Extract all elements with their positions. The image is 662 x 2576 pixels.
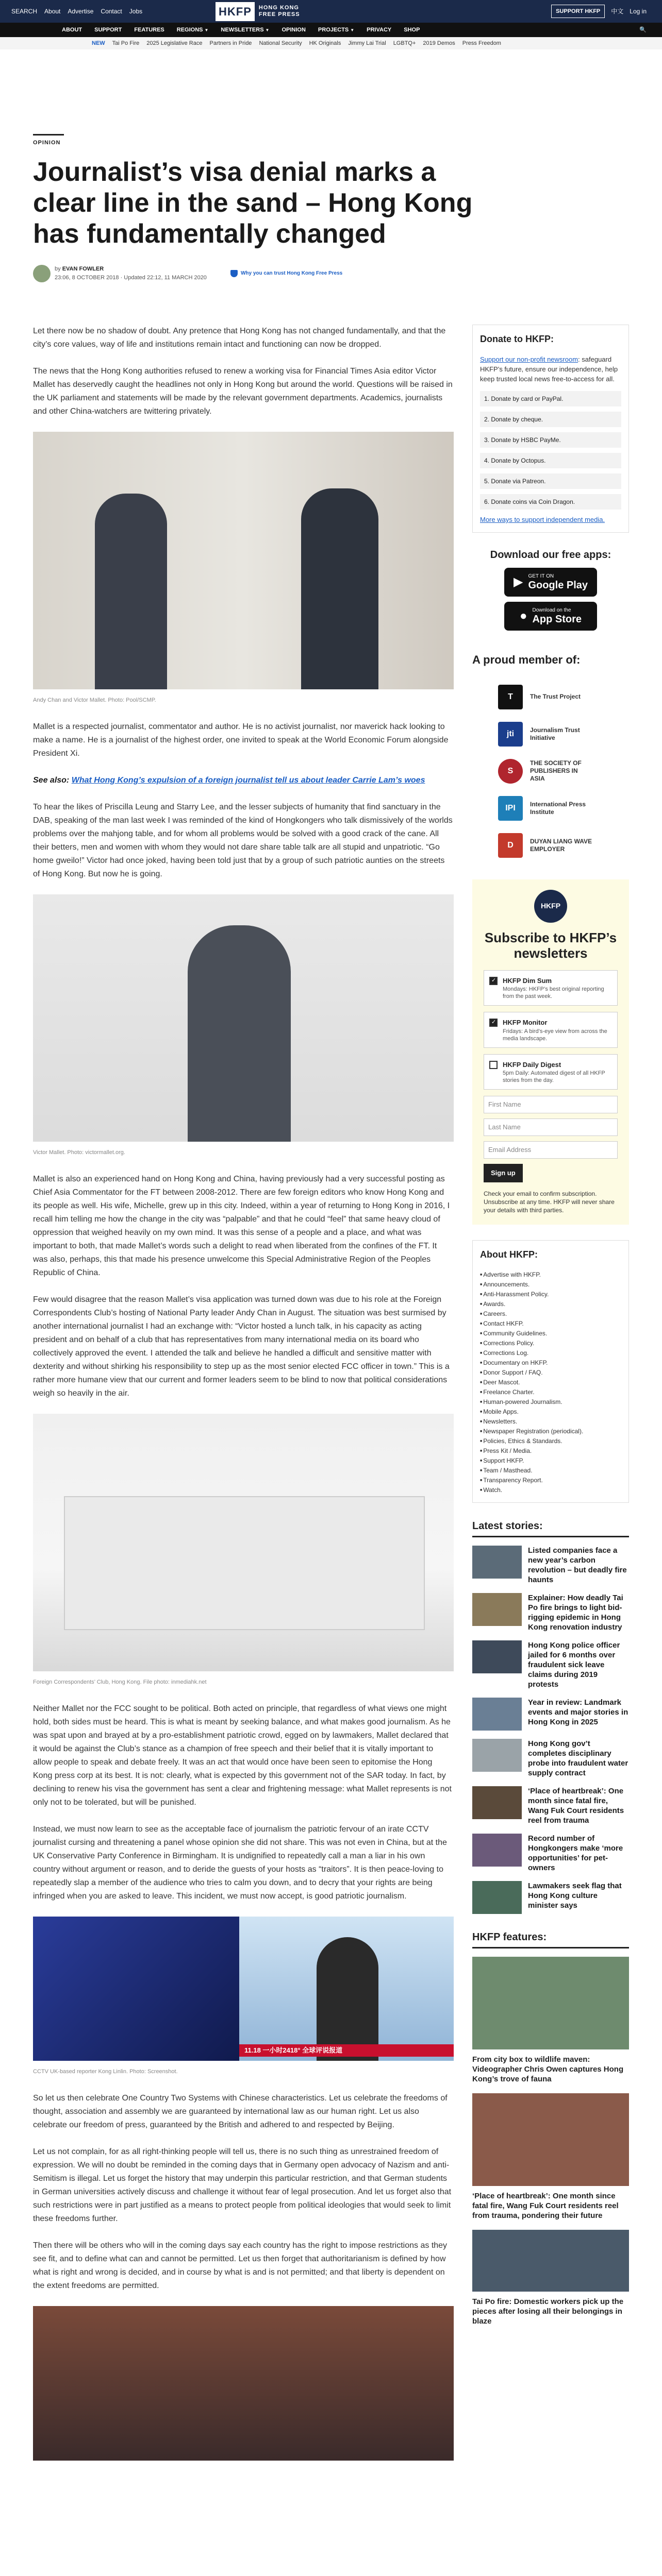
member-name: THE SOCIETY OF PUBLISHERS IN ASIA — [530, 759, 582, 782]
article-image — [33, 1414, 454, 1671]
nav-projects-label: PROJECTS — [318, 26, 349, 33]
story-item[interactable] — [472, 1593, 629, 1632]
advertise-link[interactable]: Advertise — [68, 8, 94, 15]
badge-small: Download on the — [532, 607, 571, 613]
chinese-link[interactable]: 中文 — [611, 8, 624, 15]
option-text — [503, 976, 612, 1001]
trend-item[interactable]: 2019 Demos — [423, 40, 455, 46]
latest-stories — [472, 1518, 629, 1914]
donate-title: Donate to HKFP: — [480, 334, 554, 344]
nav-shop[interactable]: SHOP — [404, 26, 420, 33]
donate-option[interactable]: 4. Donate by Octopus. — [480, 453, 621, 468]
about-link[interactable]: ■ Team / Masthead. — [480, 1466, 621, 1476]
hkfp-logo[interactable] — [216, 3, 300, 20]
video-screenshot — [33, 1917, 454, 2061]
support-hkfp-button[interactable]: SUPPORT HKFP — [551, 5, 605, 19]
feature-title: ‘Place of heartbreak’: One month since fatal fire, Wang Fuk Court residents reel from trauma, pondering their future — [472, 2191, 619, 2220]
paragraph: Instead, we must now learn to see as the acceptable face of journalism the patriotic fervour of an irate CCTV journalist cursing and threatening a panel whose opinion she did not share. This was not even in China, but at the UK Conservative Party Conference in Birmingham. It is undignified to repeatedly call a man a liar in his own country without argument or reason, and to deride the guests of your hosts as “traitors”. It is then peace-loving to repeatedly slap a member of the audience who tries to calm you down, and to decry that your rights are being infringed when you are asked to leave. This incident, we must now accept, is good patriotic journalism. — [33, 1825, 447, 1901]
logo-line-2: FREE PRESS — [258, 11, 300, 18]
top-bar-left — [11, 0, 142, 23]
nav-about[interactable]: ABOUT — [62, 26, 82, 33]
nav-privacy[interactable]: PRIVACY — [367, 26, 392, 33]
badge-text — [528, 573, 588, 591]
paragraph: The news that the Hong Kong authorities refused to renew a working visa for Financial Times Asia editor Victor Mallet has deservedly caught the headlines not only in Hong Kong but around the world. Questions will be raised in the UK parliament and statements will be made by the relevant government departments. Academics, journalists and other China-watchers are twittering privately. — [33, 367, 453, 416]
contact-link[interactable]: Contact — [101, 8, 122, 15]
feature-image — [472, 2093, 629, 2186]
about-link[interactable]: ■ Corrections Log. — [480, 1348, 621, 1358]
building-shape — [64, 1496, 425, 1630]
new-badge: NEW — [92, 40, 105, 46]
story-title: Explainer: How deadly Tai Po fire brings to light bid-rigging epidemic in Hong Kong renovation industry — [528, 1593, 623, 1632]
main-nav — [0, 23, 662, 37]
newsletter-option[interactable] — [484, 970, 618, 1006]
reporter-panel — [239, 1917, 454, 2061]
member-logo[interactable] — [472, 790, 629, 827]
trend-item[interactable]: Press Freedom — [462, 40, 501, 46]
image-caption: Foreign Correspondents’ Club, Hong Kong. File photo: inmediahk.net — [33, 1679, 207, 1685]
about-link[interactable]: ■ Newsletters. — [480, 1417, 621, 1427]
story-item[interactable] — [472, 1881, 629, 1914]
donate-support-link[interactable]: Support our non-profit newsroom — [480, 355, 578, 363]
search-icon[interactable]: 🔍 — [639, 26, 647, 33]
newsletter-box — [472, 879, 629, 1225]
about-link[interactable]: About — [44, 8, 61, 15]
last-name-input[interactable]: Last Name — [484, 1118, 618, 1136]
about-link[interactable]: ■ Contact HKFP. — [480, 1319, 621, 1329]
story-item[interactable] — [472, 1640, 629, 1689]
nav-regions[interactable] — [177, 26, 209, 35]
option-desc: Mondays: HKFP’s best original reporting from the past week. — [503, 986, 604, 999]
story-item[interactable] — [472, 1786, 629, 1825]
article-image — [33, 432, 454, 689]
section-label[interactable]: OPINION — [33, 140, 61, 146]
checkbox[interactable] — [489, 1061, 498, 1069]
trend-item[interactable]: Jimmy Lai Trial — [348, 40, 386, 46]
about-link[interactable]: ■ Community Guidelines. — [480, 1329, 621, 1338]
donate-option[interactable]: 6. Donate coins via Coin Dragon. — [480, 494, 621, 510]
trust-link-label: Why you can trust Hong Kong Free Press — [240, 270, 343, 276]
search-link[interactable]: SEARCH — [11, 8, 38, 15]
about-link[interactable]: ■ Corrections Policy. — [480, 1338, 621, 1348]
paragraph: To hear the likes of Priscilla Leung and Starry Lee, and the lesser subjects of humanity that find sanctuary in the DAB, speaking of the man last week I was reminded of the kind of Hongkongers who talk dismissively of the worlds problems over the mahjong table, and for whom all problems would be solved with a good crack of the cane. All their betters, men and women with whom they would not dare share table talk are all stupid and unpatriotic. “Go home gweilo!” Victor had once joked, having been told just that by a group of such patriotic aunties on the streets of Hong Kong. But now he is going. — [33, 803, 453, 878]
paragraph: Then there will be others who will in the coming days say each country has the right to impose restrictions as they see fit, and to define what can and cannot be permitted. Let us then forget that authoritarianism is defined by how what is right and wrong is decided, and in course by what is and is not permitted; and that liberty is dependent on the extent freedoms are permitted. — [33, 2241, 448, 2290]
see-also-label: See also: — [33, 776, 70, 785]
story-thumb — [472, 1640, 522, 1673]
member-name: Journalism Trust Initiative — [530, 726, 580, 741]
tv-ticker: 11.18 一小时2418° 全球评说报道 — [239, 2044, 454, 2057]
paragraph: So let us then celebrate One Country Two Systems with Chinese characteristics. Let us celebrate the freedoms of thought, association and assembly we are guaranteed by international law as our human right. Let us also celebrate our freedom of press, guaranteed by the British and adhered to and respected by Beijing. — [33, 2094, 448, 2129]
trend-item[interactable]: HK Originals — [309, 40, 341, 46]
badge-text — [532, 607, 582, 625]
article-image — [33, 2306, 454, 2461]
donate-box — [472, 325, 629, 533]
hkfp-badge: HKFP — [534, 890, 567, 923]
about-link[interactable]: ■ Human-powered Journalism. — [480, 1397, 621, 1407]
story-title: ‘Place of heartbreak’: One month since fatal fire, Wang Fuk Court residents reel from trauma — [528, 1786, 624, 1825]
portrait-silhouette — [188, 925, 291, 1142]
apple-icon: ● — [519, 608, 527, 623]
author-avatar — [33, 265, 51, 282]
image-caption: CCTV UK-based reporter Kong Linlin. Photo: Screenshot. — [33, 2069, 178, 2075]
donate-text — [480, 354, 621, 384]
trend-item[interactable]: Tai Po Fire — [112, 40, 140, 46]
apps-box — [472, 547, 629, 631]
article-dates: 23:06, 8 OCTOBER 2018 · Updated 22:12, 11 MARCH 2020 — [55, 274, 207, 281]
chevron-down-icon: ▼ — [204, 27, 209, 32]
first-name-input[interactable]: First Name — [484, 1096, 618, 1113]
badge-small: GET IT ON — [528, 573, 554, 579]
feature-title: Tai Po fire: Domestic workers pick up the pieces after losing all their belongings in blaze — [472, 2297, 624, 2326]
image-caption: Victor Mallet. Photo: victormallet.org. — [33, 1149, 125, 1156]
article-image — [33, 894, 454, 1142]
article-body — [33, 325, 454, 2474]
reporter-silhouette — [317, 1937, 378, 2061]
employer-icon: D — [498, 833, 523, 858]
member-logo[interactable] — [472, 679, 629, 716]
trend-item[interactable]: 2025 Legislative Race — [146, 40, 203, 46]
story-item[interactable] — [472, 1698, 629, 1731]
trust-project-icon: T — [498, 685, 523, 709]
about-link[interactable]: ■ Press Kit / Media. — [480, 1446, 621, 1456]
person-silhouette — [95, 494, 167, 689]
story-title: Hong Kong gov’t completes disciplinary probe into fraudulent water supply contract — [528, 1739, 628, 1777]
trend-item[interactable]: National Security — [259, 40, 302, 46]
story-title: Listed companies face a new year’s carbon revolution – but deadly fire haunts — [528, 1546, 627, 1584]
about-link[interactable]: ■ Newspaper Registration (periodical). — [480, 1427, 621, 1436]
option-text — [503, 1018, 612, 1042]
crowd-panel — [33, 1917, 239, 2061]
login-link[interactable]: Log in — [630, 8, 647, 15]
section-rule — [33, 134, 64, 135]
chevron-down-icon: ▼ — [265, 27, 270, 32]
paragraph: Let us not complain, for as all right-thinking people will tell us, there is no such thing as unrestrained freedom of expression. We will no doubt be reminded in the coming days that in Germany open advocacy of Nazism and anti-Semitism is illegal. Let us forget the history that may underpin this particular restriction, and that German students in German universities actively discuss and challenge it without fear of legal prosecution. And let us forget also that such restrictions were in part justified as a means to protect people from political ideologies that would seek to limit these freedoms further. — [33, 2147, 452, 2223]
sidebar — [472, 325, 629, 2335]
member-name: DUYAN LIANG WAVE EMPLOYER — [530, 837, 592, 853]
story-item[interactable] — [472, 1834, 629, 1873]
paragraph: Let there now be no shadow of doubt. Any pretence that Hong Kong has not changed fundamentally, and that the city’s core values, way of life and institutions remain intact and functioning can now be dropped. — [33, 327, 446, 349]
article-title: Journalist’s visa denial marks a clear line in the sand – Hong Kong has fundamentally changed — [33, 157, 473, 249]
google-play-badge[interactable] — [504, 568, 597, 597]
about-link[interactable]: ■ Announcements. — [480, 1280, 621, 1290]
about-link[interactable]: ■ Careers. — [480, 1309, 621, 1319]
donate-option[interactable]: 1. Donate by card or PayPal. — [480, 391, 621, 406]
newsletter-fineprint: Check your email to confirm subscription. Unsubscribe at any time. HKFP will never share your details with third parties. — [484, 1190, 615, 1214]
about-link[interactable]: ■ Policies, Ethics & Standards. — [480, 1436, 621, 1446]
story-thumb — [472, 1698, 522, 1731]
feature-image — [472, 2230, 629, 2292]
about-link[interactable]: ■ Advertise with HKFP. — [480, 1270, 621, 1280]
byline — [33, 265, 629, 282]
feature-item[interactable] — [472, 2230, 629, 2326]
about-link[interactable]: ■ Mobile Apps. — [480, 1407, 621, 1417]
trend-item[interactable]: LGBTQ+ — [393, 40, 416, 46]
jti-icon: jti — [498, 722, 523, 747]
about-link[interactable]: ■ Anti-Harassment Policy. — [480, 1290, 621, 1299]
story-thumb — [472, 1881, 522, 1914]
feature-image — [472, 1957, 629, 2049]
about-box — [472, 1240, 629, 1503]
newsletter-option[interactable] — [484, 1054, 618, 1090]
paragraph: Neither Mallet nor the FCC sought to be political. Both acted on principle, that regardless of what views one might hold, both sides must be heard. This is what is meant by seeking balance, and what makes good journalism. As he was spat upon and brayed at by a pro-establishment patriotic crowd, egged on by lawmakers, Mallet declared that it would be against the Club’s stance as a champion of free speech and their belief that it is vitally important to allow people to speak and debate freely. It was an act that would once have been seen to epitomise the Hong Kong press corp at its best. It is not: clearly, what is expected by this government not of the SAR today. In fact, by declining to renew his visa the government has sent a clear and frightening message: what Mallet represents is not only not to be tolerated, but will be punished. — [33, 1704, 452, 1807]
member-logo[interactable] — [472, 716, 629, 753]
option-title: HKFP Daily Digest — [503, 1060, 561, 1069]
nav-projects[interactable] — [318, 26, 354, 35]
byline-text — [55, 265, 207, 282]
story-thumb — [472, 1593, 522, 1626]
trust-link[interactable] — [230, 269, 342, 277]
app-store-badge[interactable] — [504, 602, 597, 631]
nav-newsletters[interactable] — [221, 26, 269, 35]
logo-line-1: HONG KONG — [258, 5, 299, 11]
story-item[interactable] — [472, 1739, 629, 1778]
nav-newsletters-label: NEWSLETTERS — [221, 26, 264, 33]
nav-opinion[interactable]: OPINION — [282, 26, 306, 33]
donate-option[interactable]: 2. Donate by cheque. — [480, 412, 621, 427]
badge-big: App Store — [532, 613, 582, 625]
feature-title: From city box to wildlife maven: Videographer Chris Owen captures Hong Kong’s trove of fauna — [472, 2055, 624, 2083]
story-thumb — [472, 1546, 522, 1579]
members-title: A proud member of: — [472, 653, 581, 666]
donate-option[interactable]: 3. Donate by HSBC PayMe. — [480, 432, 621, 448]
latest-title: Latest stories: — [472, 1518, 629, 1537]
trend-item[interactable]: Partners in Pride — [209, 40, 252, 46]
newsletter-option[interactable] — [484, 1012, 618, 1048]
trending-bar — [0, 37, 662, 49]
ipi-icon: IPI — [498, 796, 523, 821]
logo-text — [259, 5, 300, 18]
about-link[interactable]: ■ Transparency Report. — [480, 1476, 621, 1485]
story-item[interactable] — [472, 1546, 629, 1585]
shield-icon — [230, 270, 238, 277]
member-logo[interactable] — [472, 827, 629, 864]
donate-option[interactable]: 5. Donate via Patreon. — [480, 473, 621, 489]
page-content — [33, 134, 629, 2326]
feature-item[interactable] — [472, 2093, 629, 2221]
about-link[interactable]: ■ Watch. — [480, 1485, 621, 1495]
play-icon: ▶ — [513, 574, 523, 589]
newsletter-title: Subscribe to HKFP’s newsletters — [484, 929, 617, 961]
badge-big: Google Play — [528, 579, 588, 591]
story-thumb — [472, 1834, 522, 1867]
see-also — [33, 774, 454, 787]
logo-mark: HKFP — [216, 2, 255, 21]
nav-features[interactable]: FEATURES — [134, 26, 164, 33]
option-desc: 5pm Daily: Automated digest of all HKFP stories from the day. — [503, 1070, 605, 1083]
about-link[interactable]: ■ Freelance Charter. — [480, 1387, 621, 1397]
member-name: The Trust Project — [530, 693, 581, 700]
option-title: HKFP Dim Sum — [503, 976, 552, 985]
about-list — [480, 1270, 621, 1495]
top-bar — [0, 0, 662, 23]
paragraph: Mallet is a respected journalist, commentator and author. He is no activist journalist, nor maverick hack looking to make a name. He is a journalist of the highest order, one invited to speak at the World Economic Forum alongside President Xi. — [33, 722, 449, 758]
option-desc: Fridays: A bird’s-eye view from across the media landscape. — [503, 1028, 607, 1042]
nav-support[interactable]: SUPPORT — [94, 26, 122, 33]
see-also-link[interactable]: What Hong Kong’s expulsion of a foreign journalist tell us about leader Carrie Lam’s woes — [71, 776, 425, 785]
about-link[interactable]: ■ Support HKFP. — [480, 1456, 621, 1466]
member-name: International Press Institute — [530, 800, 586, 816]
apps-title: Download our free apps: — [490, 549, 611, 561]
story-title: Year in review: Landmark events and major stories in Hong Kong in 2025 — [528, 1698, 628, 1726]
image-caption: Andy Chan and Victor Mallet. Photo: Pool/SCMP. — [33, 697, 156, 703]
member-logo[interactable] — [472, 753, 629, 790]
about-title: About HKFP: — [480, 1249, 538, 1260]
by-label: by — [55, 266, 61, 272]
story-thumb — [472, 1786, 522, 1819]
features-section — [472, 1929, 629, 2326]
story-title: Hong Kong police officer jailed for 6 months over fraudulent sick leave claims during 2019 protests — [528, 1640, 620, 1689]
donate-more-link[interactable]: More ways to support independent media. — [480, 516, 605, 523]
paragraph: Mallet is also an experienced hand on Hong Kong and China, having previously had a very successful posting as Chief Asia Commentator for the FT between 2008-2012. There are few foreign editors who know Hong Kong and its people as well. His wife, Michelle, grew up in this city. Indeed, within a year of returning to Hong Kong in 2016, I recall him telling me how the change in the city was “palpable” and that he could “feel” that same heavy cloud of oppression that weighed heavily on my own mind. It was this sense of a people and a place, and what was important to both, that made Mallet’s words such a delight to read when liberated from the confines of the FT. It was also, perhaps, this that made his presence unwelcome this Special Administrative Region of the Peoples Republic of China. — [33, 1175, 450, 1277]
about-link[interactable]: ■ Donor Support / FAQ. — [480, 1368, 621, 1378]
story-thumb — [472, 1739, 522, 1772]
about-link[interactable]: ■ Documentary on HKFP. — [480, 1358, 621, 1368]
chevron-down-icon: ▼ — [350, 27, 355, 32]
story-title: Record number of Hongkongers make ‘more opportunities’ for pet-owners — [528, 1834, 623, 1872]
signup-button[interactable]: Sign up — [484, 1164, 523, 1182]
author-name[interactable]: EVAN FOWLER — [62, 266, 104, 272]
option-title: HKFP Monitor — [503, 1019, 548, 1026]
option-text — [503, 1060, 612, 1084]
members-box — [472, 651, 629, 864]
checkbox[interactable] — [489, 977, 498, 985]
checkbox[interactable] — [489, 1019, 498, 1027]
email-input[interactable]: Email Address — [484, 1141, 618, 1159]
story-title: Lawmakers seek flag that Hong Kong culture minister says — [528, 1881, 622, 1910]
top-bar-right — [551, 0, 647, 23]
donate-desc: : safeguard HKFP’s future, ensure our independence, help keep trusted local news free-to-access for all. — [480, 355, 618, 383]
jobs-link[interactable]: Jobs — [129, 8, 143, 15]
about-link[interactable]: ■ Deer Mascot. — [480, 1378, 621, 1387]
sopa-icon: S — [498, 759, 523, 784]
feature-item[interactable] — [472, 1957, 629, 2084]
about-link[interactable]: ■ Awards. — [480, 1299, 621, 1309]
paragraph: Few would disagree that the reason Mallet’s visa application was turned down was due to his role at the Foreign Correspondents Club’s hosting of National Party leader Andy Chan in August. The situation was best surmised by another international journalist I had an exchange with: “Victor hosted a lunch talk, in his capacity as acting president and on behalf of a club that has representatives from many international media on its board who collectively approved the event. I attended the talk and believe he handled a difficult and sensitive matter with dexterity and without shirking his responsibility to step up as the most senior elected FCC officer in town.” This is a rather more humane view that our current and former leaders seem to be blind to now that political considerations weigh so heavily in the air. — [33, 1295, 450, 1398]
features-title: HKFP features: — [472, 1929, 629, 1948]
donate-list — [480, 391, 621, 510]
nav-regions-label: REGIONS — [176, 26, 203, 33]
person-silhouette — [301, 488, 378, 689]
